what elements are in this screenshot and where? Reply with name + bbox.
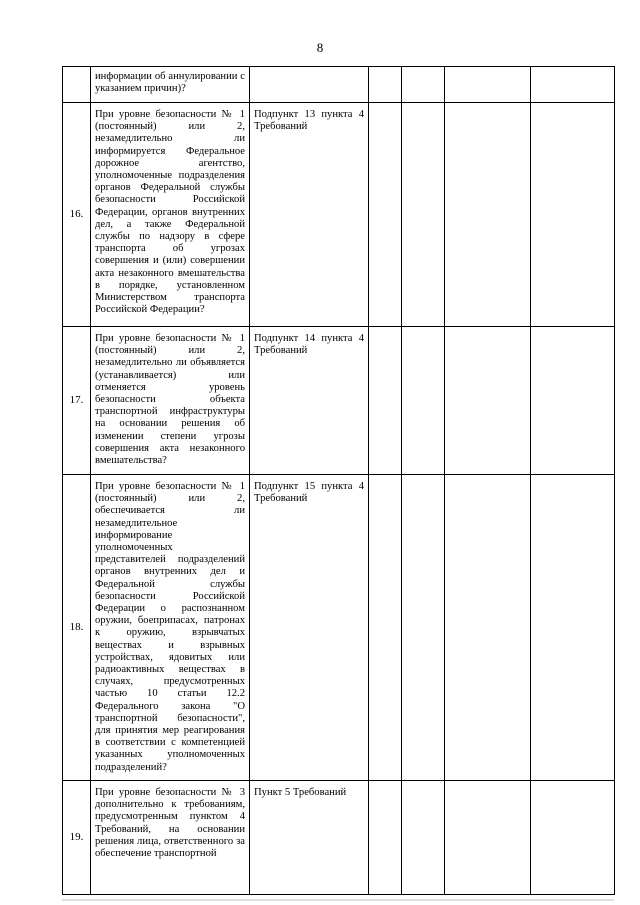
answer-cell-yes <box>369 475 402 781</box>
notes-cell <box>531 103 615 327</box>
answer-cell-na <box>445 103 531 327</box>
question-text: При уровне безопасности № 3 дополнительно к требованиям, предусмотренным пунктом 4 Требований, на основании решения лица, ответственного за обеспечение транспортной <box>95 787 245 860</box>
answer-cell-no <box>402 475 445 781</box>
question-cell <box>91 67 250 103</box>
answer-cell-na <box>445 327 531 475</box>
answer-cell-no <box>402 103 445 327</box>
question-cell <box>91 475 250 781</box>
table-row <box>63 475 615 781</box>
answer-cell-no <box>402 327 445 475</box>
question-text: При уровне безопасности № 1 (постоянный) или 2, обеспечивается ли незамедлительное информирование уполномоченных представителей подразделений органов внутренних дел и Федеральной службы безопасности Российской Федерации о распознанном оружии, боеприпасах, патронах к оружию, взрывчатых веществах и взрывных устройствах, ядовитых или радиоактивных веществах в случаях, предусмотренных частью 10 статьи 12.2 Федерального закона "О транспортной безопасности", для принятия мер реагирования в соответствии с компетенцией указанных уполномоченных подразделений? <box>95 481 245 773</box>
reference-cell <box>250 103 369 327</box>
reference-text: Пункт 5 Требований <box>254 787 347 798</box>
answer-cell-yes <box>369 327 402 475</box>
answer-cell-no <box>402 67 445 103</box>
notes-cell <box>531 67 615 103</box>
answer-cell-na <box>445 475 531 781</box>
notes-cell <box>531 781 615 895</box>
notes-cell <box>531 327 615 475</box>
row-number: 18. <box>63 475 91 781</box>
table-row <box>63 103 615 327</box>
question-text: При уровне безопасности № 1 (постоянный) или 2, незамедлительно ли объявляется (устанавливается) или отменяется уровень безопасности объекта транспортной инфраструктуры на основании решения об изменении степени угрозы совершения акта незаконного вмешательства? <box>95 333 245 467</box>
question-text: При уровне безопасности № 1 (постоянный) или 2, незамедлительно ли информируется Федеральное дорожное агентство, уполномоченные подразделения органов Федеральной службы безопасности Российской Федерации, органов внутренних дел, а также Федеральной службы по надзору в сфере транспорта об угрозах совершения и (или) совершении акта незаконного вмешательства в порядке, установленном Министерством транспорта Российской Федерации? <box>95 109 245 316</box>
row-number: 16. <box>63 103 91 327</box>
table-row <box>63 781 615 895</box>
reference-text: Подпункт 14 пункта 4 Требований <box>254 333 364 357</box>
answer-cell-yes <box>369 67 402 103</box>
row-number: 17. <box>63 327 91 475</box>
table-row <box>63 67 615 103</box>
answer-cell-yes <box>369 103 402 327</box>
answer-cell-na <box>445 67 531 103</box>
question-cell <box>91 327 250 475</box>
answer-cell-no <box>402 781 445 895</box>
checklist-table <box>62 66 615 895</box>
row-number <box>63 67 91 103</box>
reference-cell <box>250 475 369 781</box>
page-number: 8 <box>316 40 324 55</box>
reference-text: Подпункт 15 пункта 4 Требований <box>254 481 364 505</box>
table-row <box>63 327 615 475</box>
answer-cell-yes <box>369 781 402 895</box>
scan-edge-shadow <box>62 899 614 901</box>
reference-cell <box>250 781 369 895</box>
reference-text: Подпункт 13 пункта 4 Требований <box>254 109 364 133</box>
answer-cell-na <box>445 781 531 895</box>
question-cell <box>91 781 250 895</box>
reference-cell <box>250 327 369 475</box>
reference-cell <box>250 67 369 103</box>
notes-cell <box>531 475 615 781</box>
question-text: информации об аннулировании с указанием причин)? <box>95 71 245 95</box>
row-number: 19. <box>63 781 91 895</box>
question-cell <box>91 103 250 327</box>
